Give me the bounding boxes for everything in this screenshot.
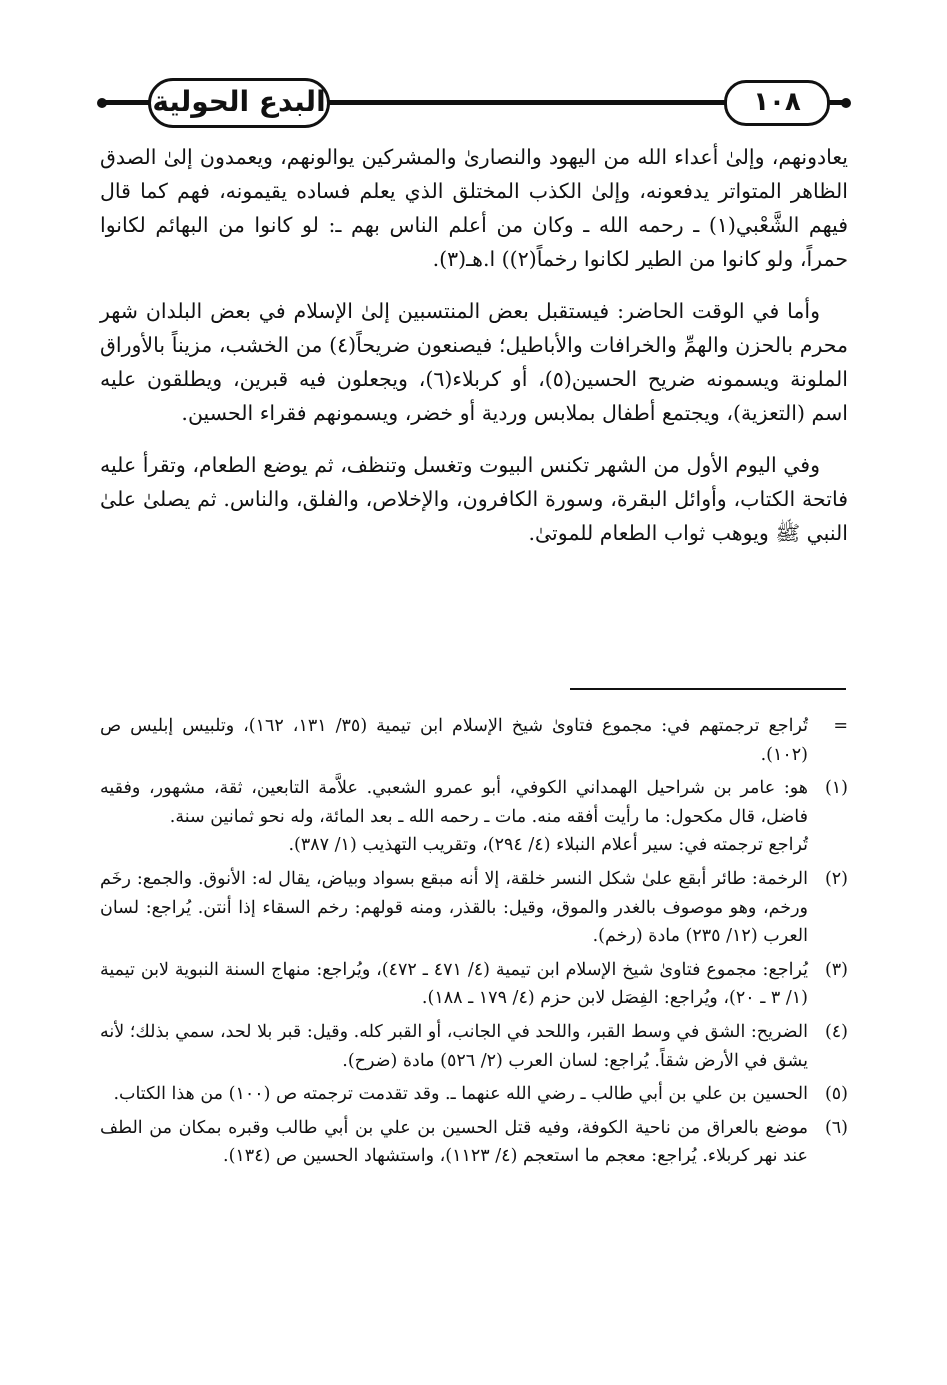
main-text xyxy=(100,140,848,568)
header-rule-end-right xyxy=(841,98,851,108)
footnote-text: الضريح: الشق في وسط القبر، واللحد في الجانب، أو القبر كله. وقيل: قبر بلا لحد، سمي بذلك؛ لأنه يشق في الأرض شقاً. يُراجع: لسان العرب (٢/ ٥٢٦) مادة (ضرح). xyxy=(100,1021,808,1071)
footnote-number: (٣) xyxy=(824,959,848,980)
header-rule-end-left xyxy=(97,98,107,108)
footnote-number: (٤) xyxy=(824,1021,848,1042)
footnote-text: هو: عامر بن شراحيل الهمداني الكوفي، أبو عمرو الشعبي. علاَّمة التابعين، ثقة، مشهور، وفقيه فاضل، قال مكحول: ما رأيت أفقه منه. مات ـ رحمه الله ـ بعد المائة، وله نحو ثمانين سنة. xyxy=(100,778,808,827)
footnote-text: الرخمة: طائر أبقع علىٰ شكل النسر خلقة، إلا أنه مبقع بسواد وبياض، يقال له: الأنوق. والجمع: رخَم ورخم، وهو موصوف بالغدر والموق، وقيل: بالقذر، ومنه قولهم: رخم السقاء إذا أنتن. يُراجع: لسان العرب (١٢/ ٢٣٥) مادة (رخم). xyxy=(100,868,808,947)
footnote-text: يُراجع: مجموع فتاوىٰ شيخ الإسلام ابن تيمية (٤/ ٤٧١ ـ ٤٧٢)، ويُراجع: منهاج السنة النبوية لابن تيمية (١/ ٣ ـ ٢٠)، ويُراجع: الفِصَل لابن حزم (٤/ ١٧٩ ـ ١٨٨). xyxy=(100,959,808,1009)
paragraph-3: وفي اليوم الأول من الشهر تكنس البيوت وتغسل وتنظف، ثم يوضع الطعام، وتقرأ عليه فاتحة الكتاب، وأوائل البقرة، وسورة الكافرون، والإخلاص، والفلق، والناس. ثم يصلىٰ علىٰ النبي ﷺ ويوهب ثواب الطعام للموتىٰ. xyxy=(100,453,848,545)
footnote-number: (٦) xyxy=(824,1117,848,1138)
footnote-text: الحسين بن علي بن أبي طالب ـ رضي الله عنهما ـ. وقد تقدمت ترجمته ص (١٠٠) من هذا الكتاب. xyxy=(113,1084,808,1105)
footnotes xyxy=(100,712,848,1176)
running-header xyxy=(100,76,848,128)
footnote-4 xyxy=(100,1018,848,1075)
footnote-1 xyxy=(100,774,848,860)
footnote-continuation-marker: = xyxy=(833,716,848,736)
footnote-number: (١) xyxy=(824,778,848,799)
footnote-6 xyxy=(100,1114,848,1171)
paragraph-2: وأما في الوقت الحاضر: فيستقبل بعض المنتسبين إلىٰ الإسلام في بعض البلدان شهر محرم بالحزن والهمِّ والخرافات والأباطيل؛ فيصنعون ضريحاً(٤) من الخشب، مزيناً بالأوراق الملونة ويسمونه ضريح الحسين(٥)، أو كربلاء(٦)، ويجعلون فيه قبرين، ويطلقون عليه اسم (التعزية)، ويجتمع أطفال بملابس وردية أو خضر، ويسمونهم فقراء الحسين. xyxy=(100,299,848,425)
page-number: ١٠٨ xyxy=(724,80,830,126)
footnote-continuation xyxy=(100,712,848,769)
footnote-separator xyxy=(570,688,846,690)
footnote-number: (٢) xyxy=(824,868,848,889)
footnote-3 xyxy=(100,956,848,1013)
book-title: البدع الحولية xyxy=(148,78,330,128)
footnote-text: موضع بالعراق من ناحية الكوفة، وفيه قتل الحسين بن علي بن أبي طالب وقبره بمكان من الطف عند نهر كربلاء. يُراجع: معجم ما استعجم (٤/ ١١٢٣)، واستشهاد الحسين ص (١٣٤). xyxy=(100,1117,808,1167)
footnote-continuation-text: تُراجع ترجمتهم في: مجموع فتاوىٰ شيخ الإسلام ابن تيمية (٣٥/ ١٣١، ١٦٢)، وتلبيس إبليس ص (١٠٢). xyxy=(100,716,808,765)
footnote-number: (٥) xyxy=(824,1084,848,1105)
footnote-2 xyxy=(100,865,848,951)
footnote-extra: تُراجع ترجمته في: سير أعلام النبلاء (٤/ ٢٩٤)، وتقريب التهذيب (١/ ٣٨٧). xyxy=(288,835,808,856)
footnote-5 xyxy=(100,1080,848,1109)
paragraph-1: يعادونهم، وإلىٰ أعداء الله من اليهود والنصارىٰ والمشركين يوالونهم، ويعمدون إلىٰ الصدق الظاهر المتواتر يدفعونه، وإلىٰ الكذب المختلق الذي يعلم فساده يقيمونه، فهم كما قال فيهم الشَّعْبي(١) ـ رحمه الله ـ وكان من أعلم الناس بهم ـ: لو كانوا من البهائم لكانوا حمراً، ولو كانوا من الطير لكانوا رخماً(٢)) ا.هـ(٣). xyxy=(100,145,849,271)
